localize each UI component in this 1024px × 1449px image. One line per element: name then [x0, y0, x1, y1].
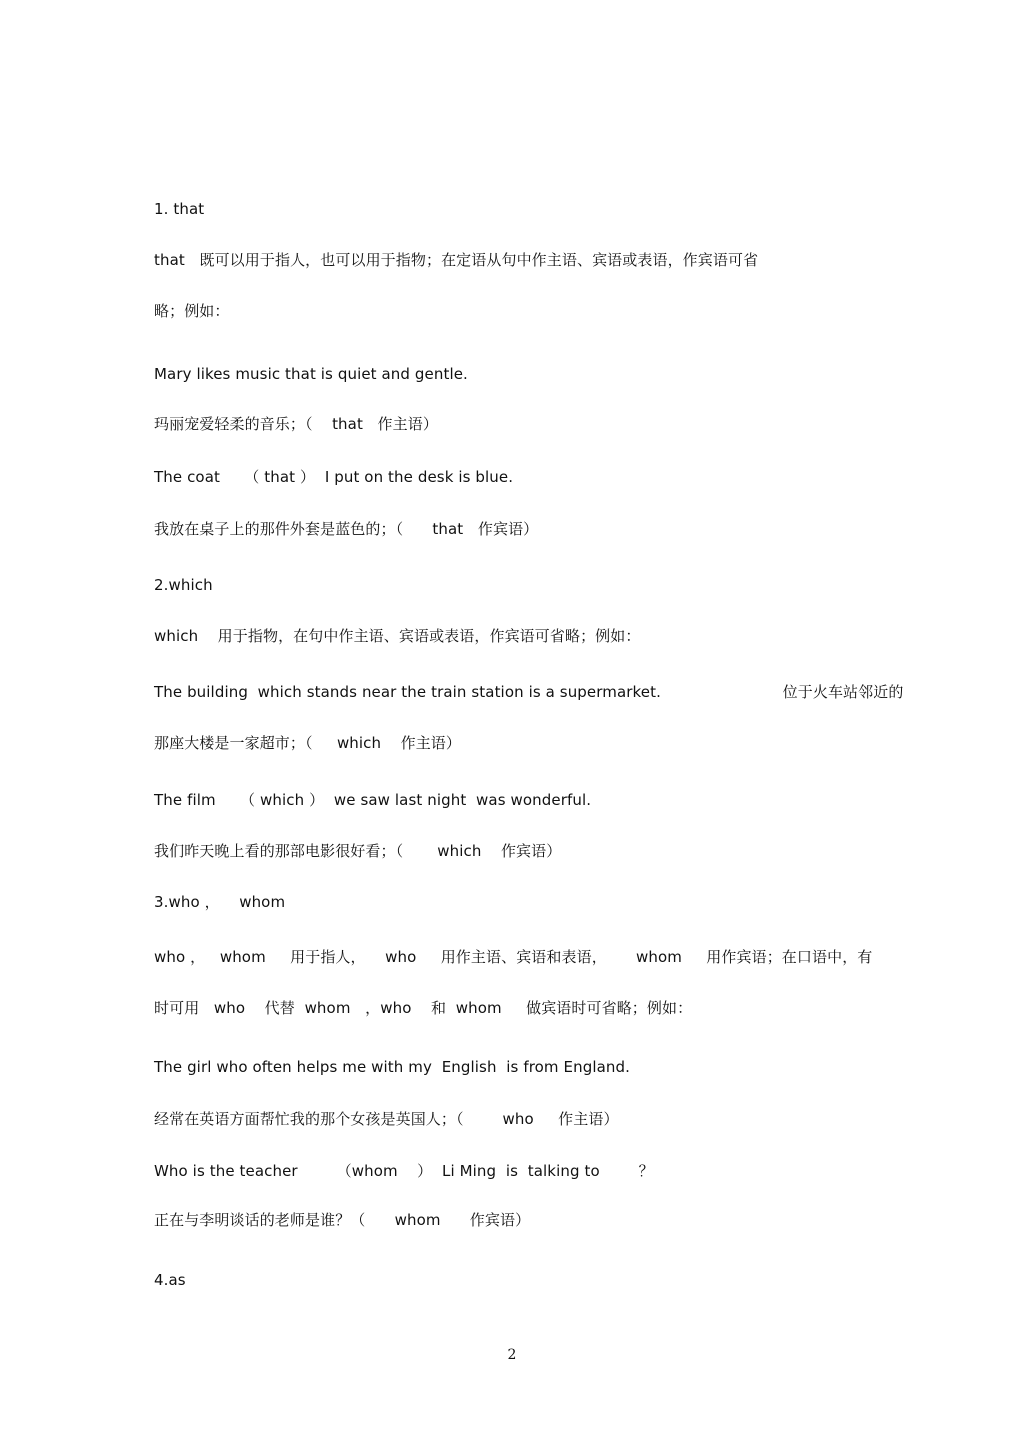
- example-sentence: The building which stands near the train station is a supermarket. 位于火车站邻近的: [154, 683, 904, 701]
- example-translation: 玛丽宠爱轻柔的音乐；（ that 作主语）: [154, 415, 438, 433]
- body-text: 时可用 who 代替 whom ，who 和 whom 做宾语时可省略；例如：: [154, 999, 693, 1017]
- body-text: which 用于指物，在句中作主语、宾语或表语，作宾语可省略；例如：: [154, 627, 641, 645]
- example-sentence: The girl who often helps me with my English is from England.: [154, 1058, 630, 1076]
- example-translation: 我们昨天晚上看的那部电影很好看；（ which 作宾语）: [154, 842, 562, 860]
- example-translation: 经常在英语方面帮忙我的那个女孩是英国人；（ who 作主语）: [154, 1110, 619, 1128]
- example-sentence: Who is the teacher （whom ） Li Ming is talking to ？: [154, 1162, 654, 1180]
- example-sentence: The film （ which ） we saw last night was wonderful.: [154, 791, 592, 809]
- body-text: 略；例如：: [154, 302, 230, 320]
- example-translation: 那座大楼是一家超市；（ which 作主语）: [154, 734, 462, 752]
- page-number: 2: [507, 1347, 517, 1363]
- section-heading-which: 2.which: [154, 576, 213, 594]
- example-translation: 正在与李明谈话的老师是谁？（ whom 作宾语）: [154, 1211, 531, 1229]
- example-translation: 我放在桌子上的那件外套是蓝色的；（ that 作宾语）: [154, 520, 539, 538]
- section-heading-as: 4.as: [154, 1271, 186, 1289]
- example-sentence: Mary likes music that is quiet and gentle.: [154, 365, 468, 383]
- body-text: who ， whom 用于指人， who 用作主语、宾语和表语， whom 用作宾语；在口语中，有: [154, 948, 873, 966]
- example-sentence: The coat （ that ） I put on the desk is blue.: [154, 468, 514, 486]
- section-heading-that: 1. that: [154, 200, 205, 218]
- section-heading-who-whom: 3.who ， whom: [154, 893, 286, 911]
- body-text: that 既可以用于指人，也可以用于指物；在定语从句中作主语、宾语或表语，作宾语可省: [154, 251, 759, 269]
